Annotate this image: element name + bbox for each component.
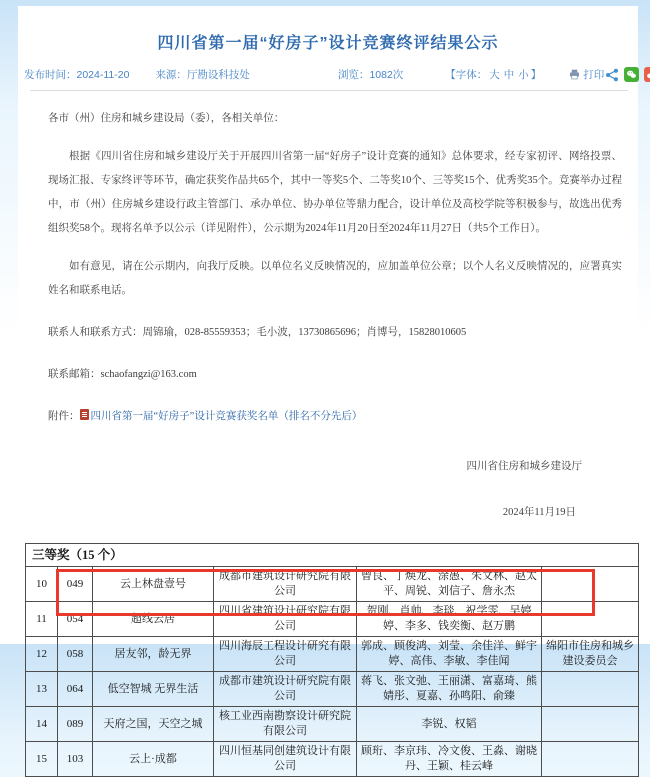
- table-section-row: [26, 544, 639, 567]
- company-cell: 成都市建筑设计研究院有限公司: [214, 567, 357, 602]
- project-cell: 居友邻，龄无界: [93, 637, 214, 672]
- team-cell: 曾良、丁焕龙、涂愚、朱文林、赵太平、周锐、刘信子、詹永杰: [357, 567, 542, 602]
- source: 来源：厅勘设科技处: [155, 69, 250, 81]
- weibo-icon[interactable]: [644, 67, 650, 82]
- font-medium-button[interactable]: 中: [503, 69, 515, 81]
- paragraph-overview: 根据《四川省住房和城乡建设厅关于开展四川省第一届“好房子”设计竞赛的通知》总体要求，经专家初评、网络投票、现场汇报、专家终评等环节，确定获奖作品共65个，其中一等奖5个、二等奖10个、三等奖15个、优秀奖35个。竞赛举办过程中，市（州）住房城乡建设行政主管部门、承办单位、协办单位等鼎力配合，设计单位及高校学院等积极参与，故选出优秀组织奖58个。现将名单予以公示（详见附件），公示期为2024年11月20日至2024年11月27日（共5个工作日）。: [48, 151, 622, 234]
- code-cell: 089: [58, 707, 93, 742]
- view-count: 浏览：1082次: [337, 69, 404, 81]
- table-row: [26, 637, 639, 672]
- team-cell: 顾珩、李京玮、冷文俊、王淼、谢晓丹、王颖、桂云峰: [357, 742, 542, 777]
- attachment-line: [48, 405, 622, 429]
- code-cell: 058: [58, 637, 93, 672]
- company-cell: 四川海辰工程设计研究有限公司: [214, 637, 357, 672]
- company-cell: 四川省建筑设计研究院有限公司: [214, 602, 357, 637]
- award-table: [25, 543, 639, 777]
- table-row: [26, 602, 639, 637]
- rank-cell: 13: [26, 672, 58, 707]
- attachment-file-icon: [80, 409, 89, 420]
- table-row: [26, 672, 639, 707]
- table-row: [26, 742, 639, 777]
- team-cell: 郭成、顾俊鸿、刘莹、余佳洋、鲜宇婷、高伟、李敏、李佳闻: [357, 637, 542, 672]
- company-cell: 四川恒基同创建筑设计有限公司: [214, 742, 357, 777]
- salutation: 各市（州）住房和城乡建设局（委），各相关单位：: [48, 113, 285, 124]
- share-icon[interactable]: [604, 67, 619, 82]
- rank-cell: 15: [26, 742, 58, 777]
- page-title: 四川省第一届“好房子”设计竞赛终评结果公示: [157, 35, 499, 52]
- attachment-label: 附件：: [48, 411, 80, 422]
- project-cell: 低空智城 无界生活: [93, 672, 214, 707]
- team-cell: 李锐、权韬: [357, 707, 542, 742]
- project-cell: 超线云居: [93, 602, 214, 637]
- project-cell: 云上林盘壹号: [93, 567, 214, 602]
- project-cell: 云上·成都: [93, 742, 214, 777]
- font-large-button[interactable]: 大: [489, 69, 500, 81]
- paragraph-feedback: 如有意见，请在公示期内，向我厅反映。以单位名义反映情况的，应加盖单位公章；以个人名义反映情况的，应署真实姓名和联系电话。: [48, 261, 622, 296]
- attachment-link[interactable]: 四川省第一届“好房子”设计竞赛获奖名单（排名不分先后）: [90, 411, 363, 422]
- font-small-button[interactable]: 小: [518, 69, 529, 81]
- team-cell: 蒋飞、张文弛、王丽潇、富嘉琦、熊婧彤、夏嘉、孙鸣阳、俞臻: [357, 672, 542, 707]
- table-row: [26, 567, 639, 602]
- rank-cell: 14: [26, 707, 58, 742]
- org-cell: 绵阳市住房和城乡建设委员会: [542, 637, 639, 672]
- signature-date: 2024年11月19日: [502, 507, 576, 518]
- company-cell: 成都市建筑设计研究院有限公司: [214, 672, 357, 707]
- code-cell: 103: [58, 742, 93, 777]
- article-meta-bar: [24, 67, 628, 82]
- project-cell: 天府之国，天空之城: [93, 707, 214, 742]
- signature: 四川省住房和城乡建设厅: [466, 461, 582, 472]
- printer-icon: [569, 69, 580, 80]
- email-line: 联系邮箱：schaofangzi@163.com: [48, 369, 197, 380]
- font-size-control: 【字体： 大 中 小 】: [445, 69, 542, 81]
- share-toolbar: [604, 67, 650, 82]
- header-divider: [30, 90, 628, 91]
- org-cell: [542, 567, 639, 602]
- company-cell: 核工业西南勘察设计研究院有限公司: [214, 707, 357, 742]
- rank-cell: 12: [26, 637, 58, 672]
- table-row-highlighted: [26, 707, 639, 742]
- org-cell: [542, 742, 639, 777]
- print-button[interactable]: 打印: [569, 67, 604, 82]
- article-panel: [18, 6, 638, 772]
- publish-time: 发布时间：2024-11-20: [24, 69, 130, 81]
- code-cell: 049: [58, 567, 93, 602]
- rank-cell: 10: [26, 567, 58, 602]
- code-cell: 054: [58, 602, 93, 637]
- org-cell: [542, 707, 639, 742]
- wechat-icon[interactable]: [624, 67, 639, 82]
- announcement-body: [48, 107, 622, 525]
- org-cell: [542, 602, 639, 637]
- code-cell: 064: [58, 672, 93, 707]
- rank-cell: 11: [26, 602, 58, 637]
- team-cell: 贺刚、肖帅、李琰、祝学雯、吴婷婷、李多、钱奕衡、赵万鹏: [357, 602, 542, 637]
- org-cell: [542, 672, 639, 707]
- section-title: 三等奖（15 个）: [26, 544, 639, 567]
- contact-line: 联系人和联系方式：周锦瑜，028-85559353；毛小波，13730865696；肖博号，15828010605: [48, 327, 467, 338]
